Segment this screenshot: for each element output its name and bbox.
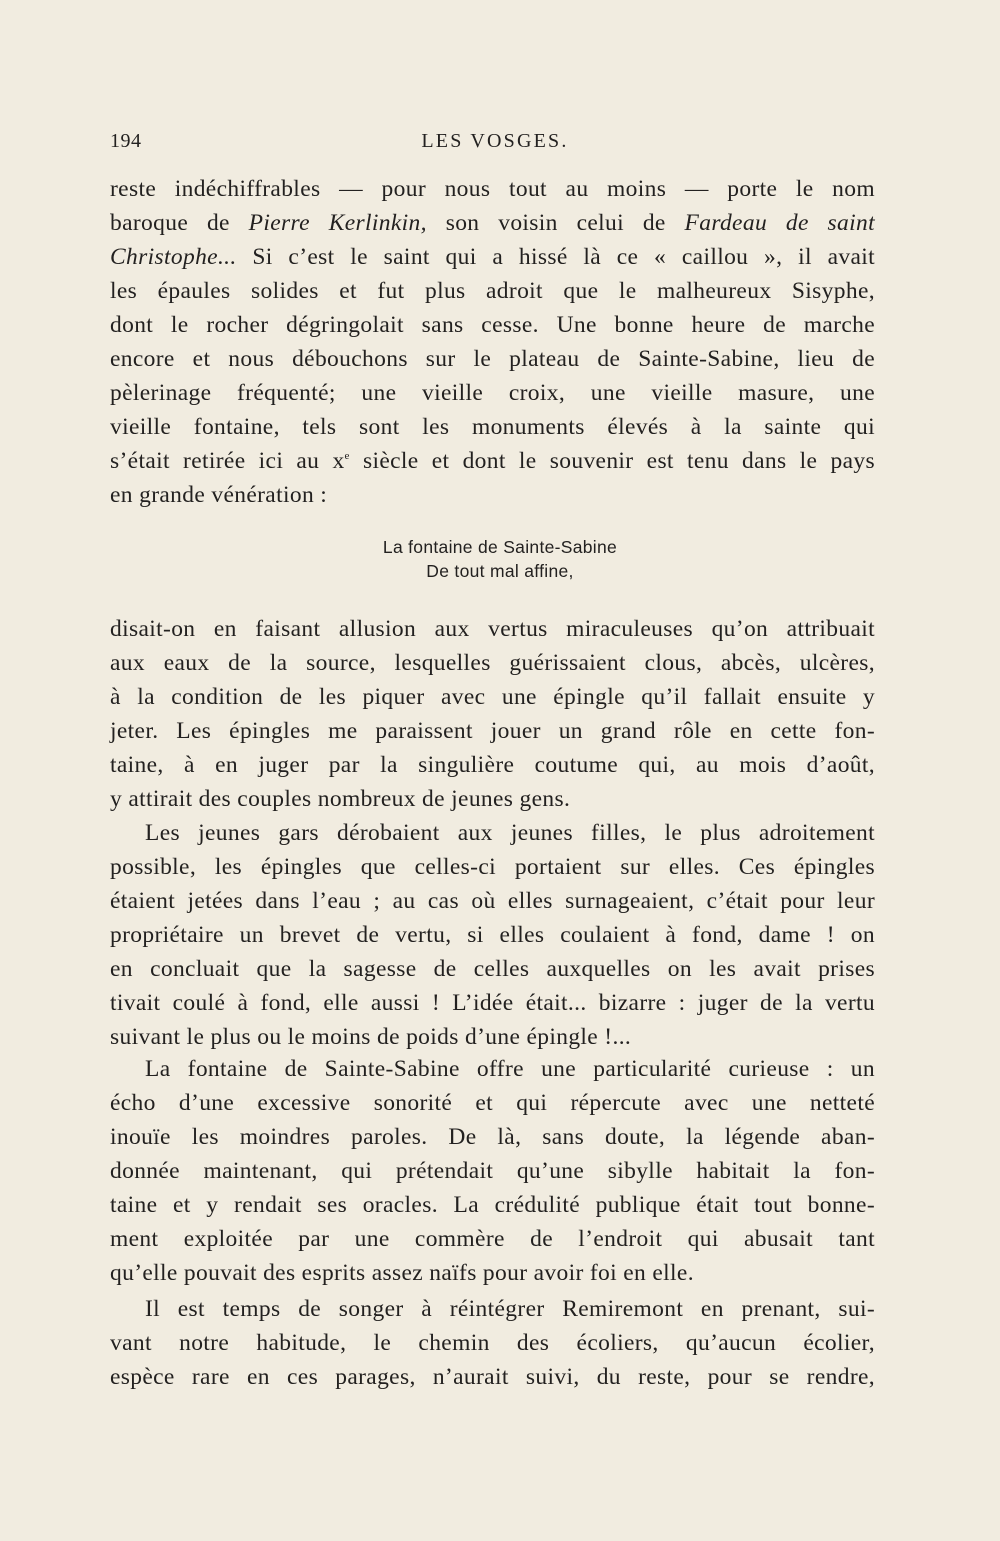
text-line [110, 240, 875, 274]
text-line [110, 444, 875, 478]
text-line: Les jeunes gars dérobaient aux jeunes filles, le plus adroitement [145, 820, 875, 846]
text-line: ment exploitée par une commère de l’endroit qui abusait tant [110, 1226, 875, 1252]
verse-line: La fontaine de Sainte-Sabine [382, 537, 618, 557]
text-run: baroque de [110, 210, 249, 236]
text-line: suivant le plus ou le moins de poids d’une épingle !... [110, 1024, 632, 1050]
text-line: taine et y rendait ses oracles. La crédulité publique était tout bonne- [110, 1192, 875, 1218]
verse-line: De tout mal affine, [426, 561, 574, 581]
text-line: aux eaux de la source, lesquelles guérissaient clous, abcès, ulcères, [110, 650, 875, 676]
page-number: 194 [110, 130, 142, 152]
text-run: son voisin celui de [426, 210, 685, 236]
text-line: La fontaine de Sainte-Sabine offre une particularité curieuse : un [145, 1056, 875, 1082]
text-line: Il est temps de songer à réintégrer Remiremont en prenant, sui- [145, 1296, 875, 1322]
text-line: dont le rocher dégringolait sans cesse. Une bonne heure de marche [110, 312, 875, 338]
text-line: vant notre habitude, le chemin des écoliers, qu’aucun écolier, [110, 1330, 875, 1356]
text-line: étaient jetées dans l’eau ; au cas où elles surnageaient, c’était pour leur [110, 888, 875, 914]
running-title: LES VOSGES. [421, 130, 569, 152]
text-run: siècle et dont le souvenir est tenu dans le pays [349, 448, 875, 474]
page-header [110, 130, 880, 156]
text-line: y attirait des couples nombreux de jeunes gens. [110, 786, 571, 812]
text-run: Si c’est le saint qui a hissé là ce « caillou », il avait [236, 244, 875, 270]
text-line: encore et nous débouchons sur le plateau de Sainte-Sabine, lieu de [110, 346, 875, 372]
text-line: espèce rare en ces parages, n’aurait suivi, du reste, pour se rendre, [110, 1364, 875, 1390]
text-line: disait-on en faisant allusion aux vertus miraculeuses qu’on attribuait [110, 616, 875, 642]
superscript: e [344, 450, 350, 462]
text-line: en concluait que la sagesse de celles auxquelles on les avait prises [110, 956, 875, 982]
text-line: tivait coulé à fond, elle aussi ! L’idée était... bizarre : juger de la vertu [110, 990, 875, 1016]
italic-name: Fardeau de saint [684, 210, 876, 236]
text-line: à la condition de les piquer avec une épingle qu’il fallait ensuite y [110, 684, 875, 710]
text-line: les épaules solides et fut plus adroit que le malheureux Sisyphe, [110, 278, 875, 304]
text-line: possible, les épingles que celles-ci portaient sur elles. Ces épingles [110, 854, 875, 880]
text-line: taine, à en juger par la singulière coutume qui, au mois d’août, [110, 752, 875, 778]
text-line: propriétaire un brevet de vertu, si elles coulaient à fond, dame ! on [110, 922, 875, 948]
text-line: en grande vénération : [110, 482, 328, 508]
text-line: écho d’une excessive sonorité et qui répercute avec une netteté [110, 1090, 875, 1116]
italic-name: Christophe... [110, 244, 237, 270]
italic-name: Pierre Kerlinkin, [248, 210, 427, 236]
text-line: vieille fontaine, tels sont les monuments élevés à la sainte qui [110, 414, 875, 440]
text-line: qu’elle pouvait des esprits assez naïfs pour avoir foi en elle. [110, 1260, 694, 1286]
text-line: inouïe les moindres paroles. De là, sans doute, la légende aban- [110, 1124, 875, 1150]
text-line: jeter. Les épingles me paraissent jouer un grand rôle en cette fon- [110, 718, 875, 744]
text-line: donnée maintenant, qui prétendait qu’une sibylle habitait la fon- [110, 1158, 875, 1184]
text-run: s’était retirée ici au x [110, 448, 345, 474]
text-line [110, 206, 875, 240]
text-line: reste indéchiffrables — pour nous tout au moins — porte le nom [110, 176, 875, 202]
text-line: pèlerinage fréquenté; une vieille croix, une vieille masure, une [110, 380, 875, 406]
